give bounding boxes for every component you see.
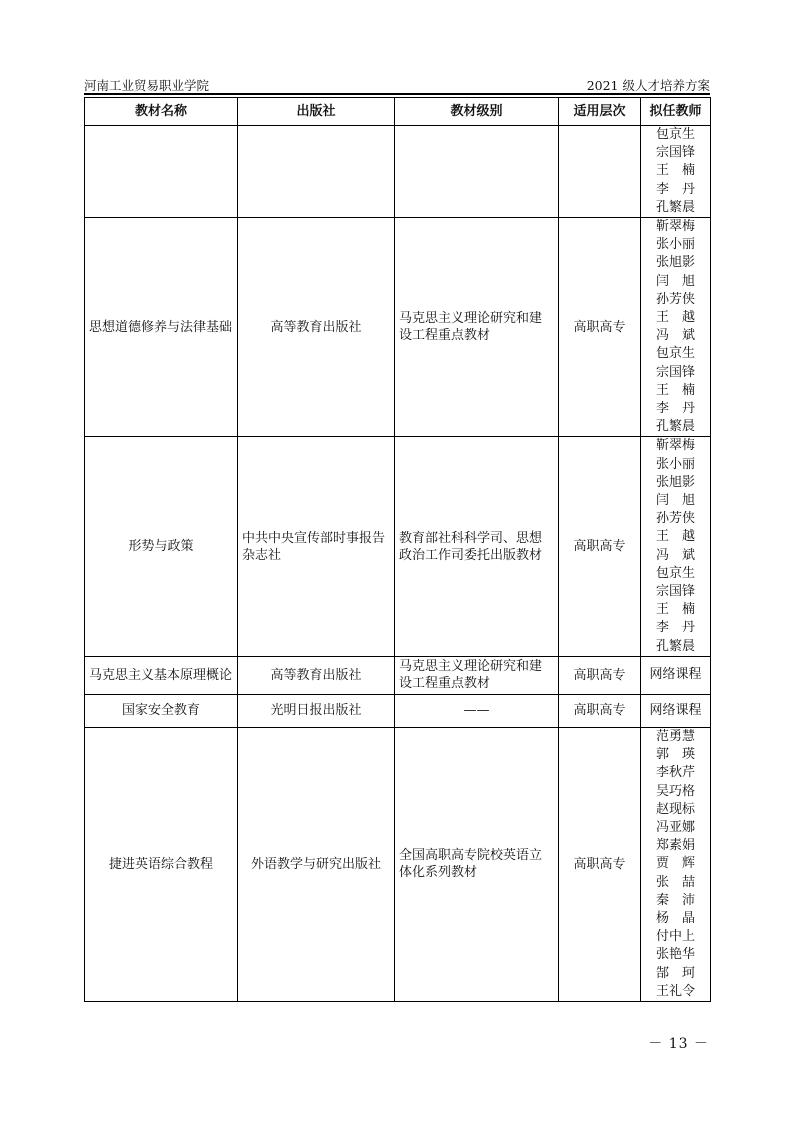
textbook-table xyxy=(84,97,711,1002)
teacher-name: 宗国锋 xyxy=(655,364,695,380)
teacher-name: 闫 旭 xyxy=(655,493,695,509)
teacher-name: 郑素娟 xyxy=(655,838,695,854)
cell-textbook-level xyxy=(395,126,559,218)
cell-textbook-level: —— xyxy=(395,694,559,727)
cell-teachers xyxy=(641,694,711,727)
teacher-name: 王礼令 xyxy=(655,983,695,999)
cell-textbook-level: 马克思主义理论研究和建设工程重点教材 xyxy=(395,656,559,694)
cell-applicable-level: 高职高专 xyxy=(559,727,641,1001)
teacher-name: 孔繁晨 xyxy=(655,199,695,215)
teacher-name: 郜 珂 xyxy=(655,965,695,981)
teacher-name: 张 喆 xyxy=(655,874,695,890)
cell-publisher xyxy=(238,126,395,218)
cell-applicable-level: 高职高专 xyxy=(559,694,641,727)
column-header-level: 教材级别 xyxy=(395,98,559,126)
table-row xyxy=(85,437,711,656)
teacher-name: 李 丹 xyxy=(655,401,695,417)
header-rule-thick xyxy=(84,93,710,95)
teacher-name: 李秋芹 xyxy=(655,765,695,781)
cell-applicable-level: 高职高专 xyxy=(559,437,641,656)
cell-applicable-level: 高职高专 xyxy=(559,656,641,694)
table-row xyxy=(85,656,711,694)
table-row xyxy=(85,218,711,437)
document-title: 2021 级人才培养方案 xyxy=(586,78,710,93)
column-header-publisher: 出版社 xyxy=(238,98,395,126)
teacher-name: 冯 斌 xyxy=(655,547,695,563)
teacher-name: 孙芳侠 xyxy=(655,291,695,307)
teacher-name: 网络课程 xyxy=(649,702,702,718)
table-row xyxy=(85,694,711,727)
teacher-name: 冯 斌 xyxy=(655,328,695,344)
teacher-name: 包京生 xyxy=(655,127,695,142)
teacher-name: 孙芳侠 xyxy=(655,511,695,527)
teacher-name: 靳翠梅 xyxy=(655,438,695,454)
teacher-name: 孔繁晨 xyxy=(655,638,695,654)
table-header-row xyxy=(85,98,711,126)
column-header-name: 教材名称 xyxy=(85,98,238,126)
cell-textbook-name: 形势与政策 xyxy=(85,437,238,656)
cell-teachers xyxy=(641,126,711,218)
teacher-name: 李 丹 xyxy=(655,620,695,636)
cell-teachers xyxy=(641,437,711,656)
teacher-name: 孔繁晨 xyxy=(655,419,695,435)
table-row xyxy=(85,126,711,218)
teacher-name: 张旭影 xyxy=(655,255,695,271)
table-body xyxy=(85,126,711,1002)
teacher-name: 王 楠 xyxy=(655,382,695,398)
teacher-name: 范勇慧 xyxy=(655,728,695,744)
teacher-name: 闫 旭 xyxy=(655,273,695,289)
teacher-name: 宗国锋 xyxy=(655,584,695,600)
teacher-name: 付中上 xyxy=(655,929,695,945)
teacher-name: 王 楠 xyxy=(655,602,695,618)
teacher-name: 网络课程 xyxy=(649,667,702,683)
teacher-name: 郭 瑛 xyxy=(655,747,695,763)
cell-textbook-level: 马克思主义理论研究和建设工程重点教材 xyxy=(395,218,559,437)
column-header-scope: 适用层次 xyxy=(559,98,641,126)
page-number: － 13 － xyxy=(648,1036,709,1052)
cell-applicable-level xyxy=(559,126,641,218)
cell-textbook-name xyxy=(85,126,238,218)
teacher-name: 王 越 xyxy=(655,529,695,545)
teacher-name: 李 丹 xyxy=(655,181,695,197)
cell-teachers xyxy=(641,656,711,694)
teacher-name: 宗国锋 xyxy=(655,145,695,161)
cell-textbook-level: 教育部社科科学司、思想政治工作司委托出版教材 xyxy=(395,437,559,656)
teacher-name: 包京生 xyxy=(655,565,695,581)
teacher-name: 张小丽 xyxy=(655,456,695,472)
teacher-name: 杨 晶 xyxy=(655,910,695,926)
cell-textbook-name: 国家安全教育 xyxy=(85,694,238,727)
cell-publisher: 高等教育出版社 xyxy=(238,218,395,437)
cell-textbook-name: 捷进英语综合教程 xyxy=(85,727,238,1001)
teacher-name: 王 楠 xyxy=(655,163,695,179)
teacher-name: 贾 辉 xyxy=(655,856,695,872)
teacher-name: 赵现标 xyxy=(655,801,695,817)
teacher-name: 秦 沛 xyxy=(655,892,695,908)
teacher-name: 张旭影 xyxy=(655,474,695,490)
teacher-name: 吴巧格 xyxy=(655,783,695,799)
cell-publisher: 中共中央宣传部时事报告杂志社 xyxy=(238,437,395,656)
teacher-name: 张艳华 xyxy=(655,947,695,963)
cell-textbook-level: 全国高职高专院校英语立体化系列教材 xyxy=(395,727,559,1001)
cell-textbook-name: 思想道德修养与法律基础 xyxy=(85,218,238,437)
teacher-name: 王 越 xyxy=(655,310,695,326)
cell-applicable-level: 高职高专 xyxy=(559,218,641,437)
cell-publisher: 高等教育出版社 xyxy=(238,656,395,694)
teacher-name: 靳翠梅 xyxy=(655,219,695,235)
teacher-name: 包京生 xyxy=(655,346,695,362)
cell-publisher: 光明日报出版社 xyxy=(238,694,395,727)
teacher-name: 张小丽 xyxy=(655,237,695,253)
cell-teachers xyxy=(641,727,711,1001)
teacher-name: 冯亚娜 xyxy=(655,819,695,835)
institution-name: 河南工业贸易职业学院 xyxy=(84,78,210,93)
cell-textbook-name: 马克思主义基本原理概论 xyxy=(85,656,238,694)
column-header-teachers: 拟任教师 xyxy=(641,98,711,126)
cell-teachers xyxy=(641,218,711,437)
cell-publisher: 外语教学与研究出版社 xyxy=(238,727,395,1001)
table-row xyxy=(85,727,711,1001)
